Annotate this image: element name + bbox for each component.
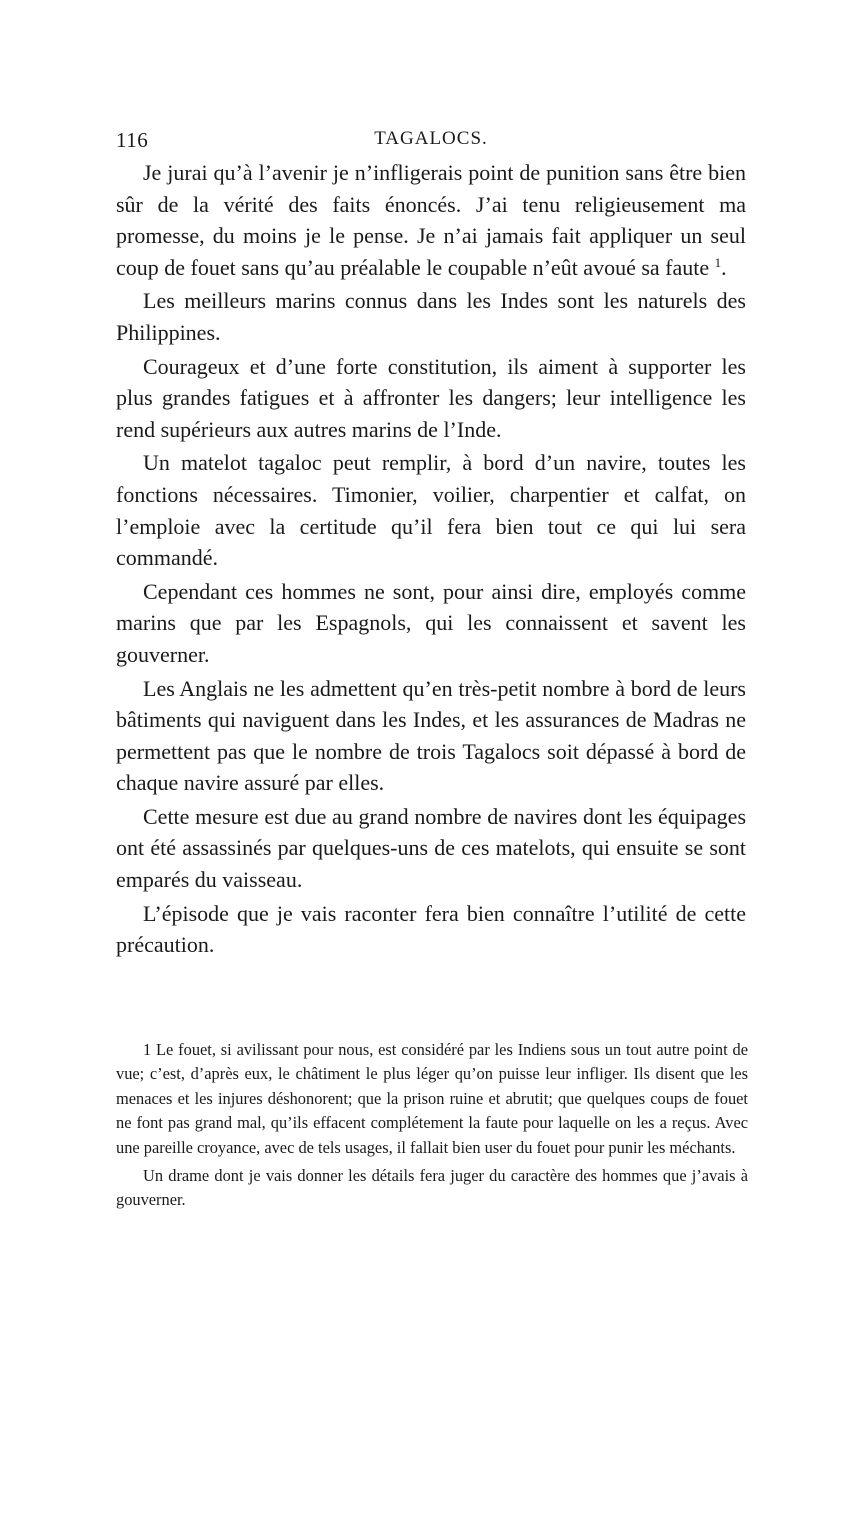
footnote: Un drame dont je vais donner les détails fera juger du caractère des hommes que j’avais à gouverner. bbox=[116, 1166, 748, 1210]
paragraph bbox=[116, 157, 746, 283]
paragraph: Cependant ces hommes ne sont, pour ainsi dire, employés comme marins que par les Espagnols, qui les connaissent et savent les gouverner. bbox=[116, 578, 746, 667]
footnotes bbox=[116, 1038, 748, 1213]
paragraph: L’épisode que je vais raconter fera bien connaître l’utilité de cette précaution. bbox=[116, 900, 746, 958]
main-text bbox=[116, 157, 746, 961]
page-header bbox=[116, 128, 746, 160]
running-title: TAGALOCS. bbox=[374, 128, 488, 149]
paragraph: Un matelot tagaloc peut remplir, à bord d’un navire, toutes les fonctions nécessaires. Timonier, voilier, charpentier et calfat, on l’emploie avec la certitude qu’il fera bien tout ce qui lui sera commandé. bbox=[116, 450, 746, 571]
paragraph: Courageux et d’une forte constitution, ils aiment à supporter les plus grandes fatigues et à affronter les dangers; leur intelligence les rend supérieurs aux autres marins de l’Inde. bbox=[116, 353, 746, 442]
paragraph-end-punctuation: . bbox=[721, 254, 727, 280]
footnote: 1 Le fouet, si avilissant pour nous, est considéré par les Indiens sous un tout autre point de vue; c’est, d’après eux, le châtiment le plus léger qu’on puisse leur infliger. Ils disent que les menaces et les injures déshonorent; que la prison ruine et abrutit; que quelques coups de fouet ne font pas grand mal, qu’ils effacent complétement la faute pour laquelle on les a reçus. Avec une pareille croyance, avec de tels usages, il fallait bien user du fouet pour punir les méchants. bbox=[116, 1040, 748, 1157]
page-number: 116 bbox=[116, 128, 149, 152]
paragraph: Cette mesure est due au grand nombre de navires dont les équipages ont été assassinés par quelques-uns de ces matelots, qui ensuite se sont emparés du vaisseau. bbox=[116, 803, 746, 893]
paragraph-text: Je jurai qu’à l’avenir je n’infligerais point de punition sans être bien sûr de la vérité des faits énoncés. J’ai tenu religieusement ma promesse, du moins je le pense. Je n’ai jamais fait appliquer un seul coup de fouet sans qu’au préalable le coupable n’eût avoué sa faute bbox=[116, 160, 746, 280]
paragraph: Les Anglais ne les admettent qu’en très-petit nombre à bord de leurs bâtiments qui naviguent dans les Indes, et les assurances de Madras ne permettent pas que le nombre de trois Tagalocs soit dépassé à bord de chaque navire assuré par elles. bbox=[116, 675, 746, 796]
footnote-reference: 1 bbox=[714, 254, 722, 270]
paragraph: Les meilleurs marins connus dans les Indes sont les naturels des Philippines. bbox=[116, 288, 746, 345]
